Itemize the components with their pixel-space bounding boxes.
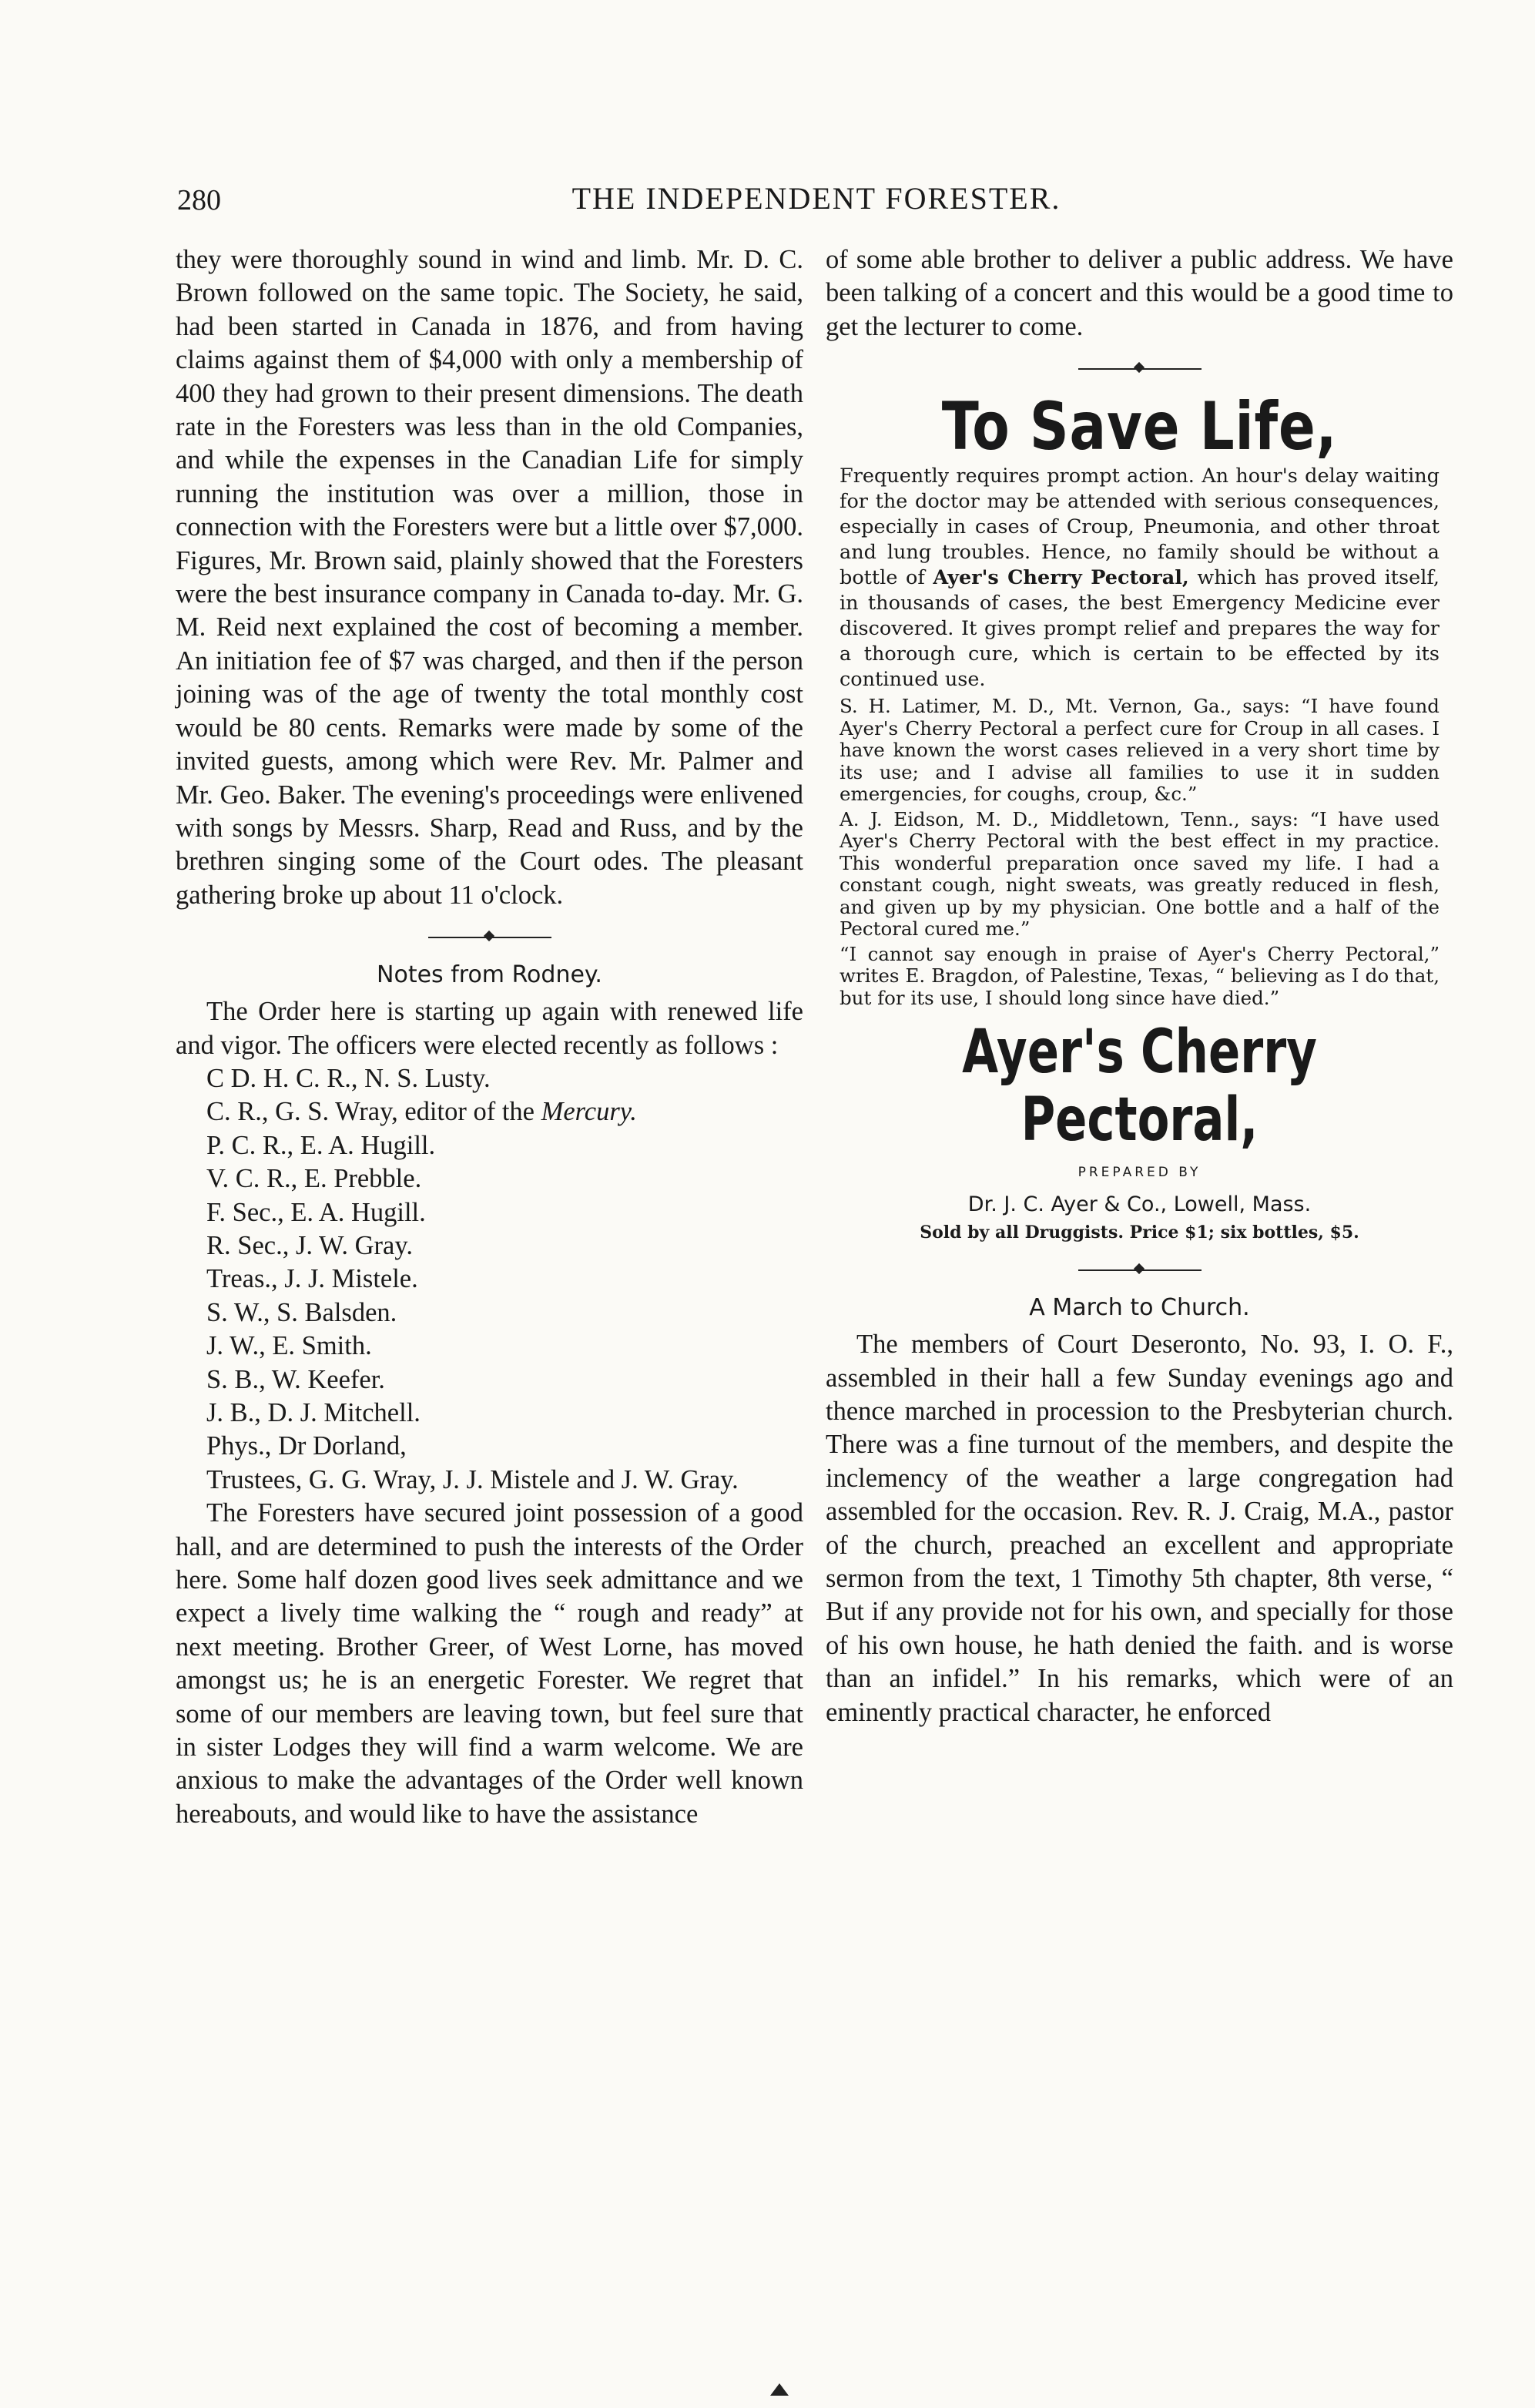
ad-testimonial: A. J. Eidson, M. D., Middletown, Tenn., says: “I have used Ayer's Cherry Pectoral with the best effect in my practice. This wonderful preparation once saved my life. I had a constant cough, night sweats, was greatly reduced in flesh, and given up by my physician. One bottle and a half of the Pectoral cured me.” <box>840 807 1439 941</box>
left-column <box>176 243 803 1831</box>
officer-entry: Phys., Dr Dorland, <box>206 1431 407 1461</box>
officer-entry: J. B., D. J. Mitchell. <box>206 1398 421 1427</box>
officers-list <box>176 1062 803 1464</box>
ad-maker: Dr. J. C. Ayer & Co., Lowell, Mass. <box>967 1192 1312 1217</box>
article-continuation-right: of some able brother to deliver a public address. We have been talking of a concert and this would be a good time to get the lecturer to come. <box>826 245 1453 341</box>
officer-entry: R. Sec., J. W. Gray. <box>206 1230 413 1260</box>
officer-entry: C D. H. C. R., N. S. Lusty. <box>206 1063 491 1093</box>
advertisement <box>826 390 1453 1245</box>
newspaper-name: Mercury. <box>541 1097 637 1127</box>
officer-entry: P. C. R., E. A. Hugill. <box>206 1130 436 1160</box>
officer-entry: F. Sec., E. A. Hugill. <box>206 1197 426 1227</box>
ad-product-name: Ayer's Cherry Pectoral, <box>962 1018 1317 1155</box>
right-column <box>826 243 1453 1729</box>
page-header <box>177 183 1456 230</box>
divider-ornament-icon <box>1133 362 1144 373</box>
article-continuation: they were thoroughly sound in wind and limb. Mr. D. C. Brown followed on the same topic. The Society, he said, had been started in Canada in 1876, and from having claims against them of $4,000 with only a membership of 400 they had grown to their present dimensions. The death rate in the Foresters was less than in the old Companies, and while the expenses in the Canadian Life for simply running the institution was over a million, those in connection with the Foresters were but a little over $7,000. Figures, Mr. Brown said, plainly showed that the Foresters were the best insurance company in Canada to-day. Mr. G. M. Reid next explained the cost of becoming a member. An initiation fee of $7 was charged, and then if the person joining was of the age of twenty the total monthly cost would be 80 cents. Remarks were made by some of the invited guests, among which were Rev. Mr. Palmer and Mr. Geo. Baker. The evening's proceedings were enlivened with songs by Messrs. Sharp, Read and Russ, and by the brethren singing some of the Court odes. The pleasant gathering broke up about 11 o'clock. <box>176 245 803 910</box>
ad-testimonial: S. H. Latimer, M. D., Mt. Vernon, Ga., says: “I have found Ayer's Cherry Pectoral a perfect cure for Croup in all cases. I have known the worst cases relieved in a very short time by its use; and I advise all families to use it in sudden emergencies, for coughs, croup, &c.” <box>840 695 1439 806</box>
ad-product-inline: Ayer's Cherry Pectoral, <box>933 566 1189 590</box>
ad-headline: To Save Life, <box>941 388 1338 466</box>
rodney-closing: The Foresters have secured joint possession of a good hall, and are determined to push the interests of the Order here. Some half dozen good lives seek admittance and we expect a lively time walking the “ rough and ready” at next meeting. Brother Greer, of West Lorne, has moved amongst us; he is an energetic Forester. We regret that some of our members are leaving town, but feel sure that in sister Lodges they will find a warm welcome. We are anxious to make the advantages of the Order well known hereabouts, and would like to have the assistance <box>176 1498 803 1829</box>
march-article: The members of Court Deseronto, No. 93, I. O. F., assembled in their hall a few Sunday evenings ago and thence marched in procession to the Presbyterian church. There was a fine turnout of the members, and despite the inclemency of the weather a large congregation had assembled for the occasion. Rev. R. J. Craig, M.A., pastor of the church, preached an excellent and appropriate sermon from the text, 1 Timothy 5th chapter, 8th verse, “ But if any provide not for his own, and specially for those of his own house, he hath denied the faith. and is worse than an infidel.” In his remarks, which were of an eminently practical character, he enforced <box>826 1330 1453 1727</box>
section-heading-rodney: Notes from Rodney. <box>377 961 602 989</box>
trustees-entry: Trustees, G. G. Wray, J. J. Mistele and J. W. Gray. <box>206 1464 739 1494</box>
officer-entry: J. W., E. Smith. <box>206 1331 372 1361</box>
officer-entry: V. C. R., E. Prebble. <box>206 1164 422 1194</box>
officer-entry: S. B., W. Keefer. <box>206 1364 385 1394</box>
section-divider <box>428 929 551 946</box>
section-divider <box>1078 1262 1202 1279</box>
ad-body: Frequently requires prompt action. An hour's delay waiting for the doctor may be attended with serious consequences, especially in cases of Croup, Pneumonia, and other throat and lung troubles. Hence, no family should be without a bottle of Ayer's Cherry Pectoral, which has proved itself, in thousands of cases, the best Emergency Medicine ever discovered. It gives prompt relief and prepares the way for a thorough cure, which is certain to be effected by its continued use. <box>840 464 1439 692</box>
divider-ornament-icon <box>1133 1263 1144 1274</box>
running-title: THE INDEPENDENT FORESTER. <box>571 181 1061 216</box>
footer-ornament-icon <box>770 2383 789 2396</box>
ad-prepared-by: PREPARED BY <box>1078 1165 1202 1181</box>
officer-entry: S. W., S. Balsden. <box>206 1297 397 1327</box>
ad-price: Sold by all Druggists. Price $1; six bottles, $5. <box>920 1222 1359 1243</box>
officer-entry: C. R., G. S. Wray, editor of the Mercury. <box>206 1097 637 1127</box>
section-divider <box>1078 361 1202 377</box>
divider-ornament-icon <box>483 931 494 941</box>
page-number: 280 <box>177 184 221 216</box>
rodney-intro: The Order here is starting up again with renewed life and vigor. The officers were elected recently as follows : <box>176 997 803 1060</box>
officer-entry: Treas., J. J. Mistele. <box>206 1264 418 1294</box>
section-heading-march: A March to Church. <box>1029 1294 1250 1322</box>
ad-testimonial: “I cannot say enough in praise of Ayer's Cherry Pectoral,” writes E. Bragdon, of Palestine, Texas, “ believing as I do that, but for its use, I should long since have died.” <box>840 942 1439 1009</box>
